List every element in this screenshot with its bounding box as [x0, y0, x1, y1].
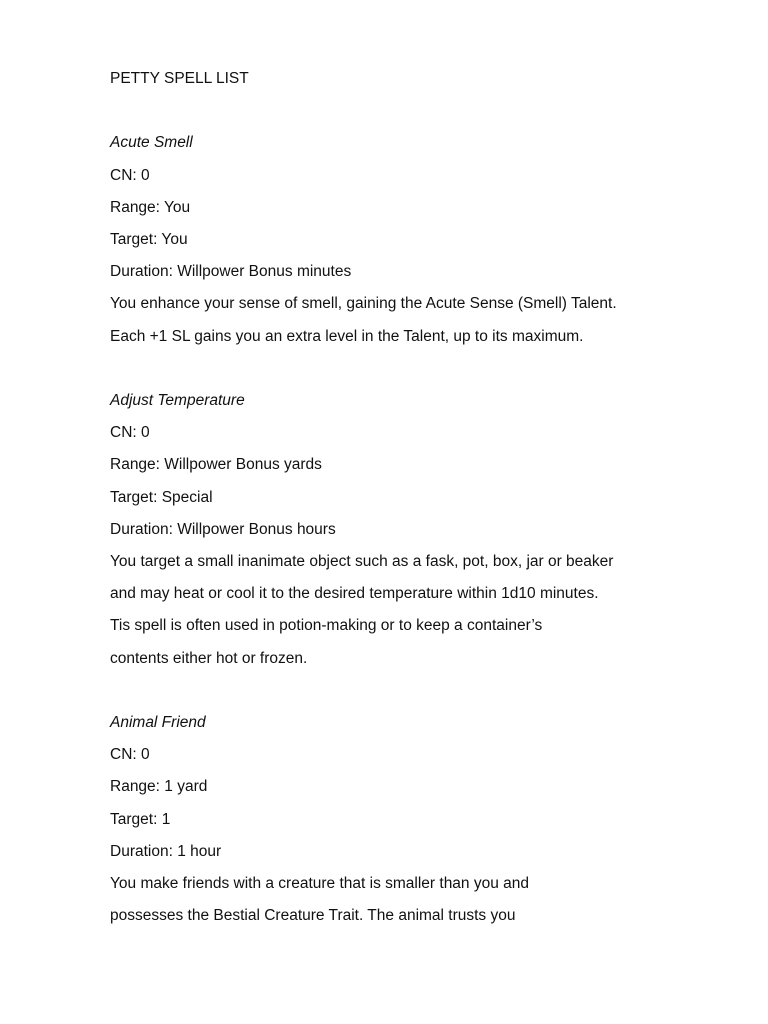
spell-cn: CN: 0: [110, 166, 150, 184]
spell-description-line: Each +1 SL gains you an extra level in the Talent, up to its maximum.: [110, 327, 584, 345]
spell-range: Range: Willpower Bonus yards: [110, 456, 322, 474]
spell-name: Animal Friend: [110, 714, 206, 732]
spell-cn: CN: 0: [110, 424, 150, 442]
spell-description-line: You make friends with a creature that is smaller than you and: [110, 875, 530, 893]
spell-description-line: You enhance your sense of smell, gaining the Acute Sense (Smell) Talent.: [110, 295, 617, 313]
spell-entry-acute-smell: [110, 127, 730, 352]
spell-description-line: possesses the Bestial Creature Trait. The animal trusts you: [110, 907, 516, 925]
document-title: PETTY SPELL LIST: [110, 70, 249, 87]
document-page: [110, 63, 730, 965]
spell-description-line: contents either hot or frozen.: [110, 649, 308, 667]
spell-duration: Duration: 1 hour: [110, 842, 222, 860]
spell-name: Adjust Temperature: [110, 392, 245, 409]
spell-entry-animal-friend: [110, 707, 730, 932]
spell-name: Acute Smell: [110, 134, 193, 152]
spell-description-line: You target a small inanimate object such as a fask, pot, box, jar or beaker: [110, 553, 614, 571]
spell-duration: Duration: Willpower Bonus hours: [110, 520, 336, 538]
spell-entry-adjust-temperature: [110, 385, 730, 675]
spell-target: Target: You: [110, 231, 188, 248]
spell-target: Target: Special: [110, 488, 213, 506]
spell-range: Range: 1 yard: [110, 778, 208, 796]
spell-cn: CN: 0: [110, 746, 150, 764]
spell-description-line: and may heat or cool it to the desired temperature within 1d10 minutes.: [110, 585, 599, 603]
spell-duration: Duration: Willpower Bonus minutes: [110, 263, 352, 281]
spell-range: Range: You: [110, 198, 191, 216]
spell-target: Target: 1: [110, 810, 171, 828]
spell-description-line: Tis spell is often used in potion-making or to keep a container’s: [110, 617, 543, 635]
